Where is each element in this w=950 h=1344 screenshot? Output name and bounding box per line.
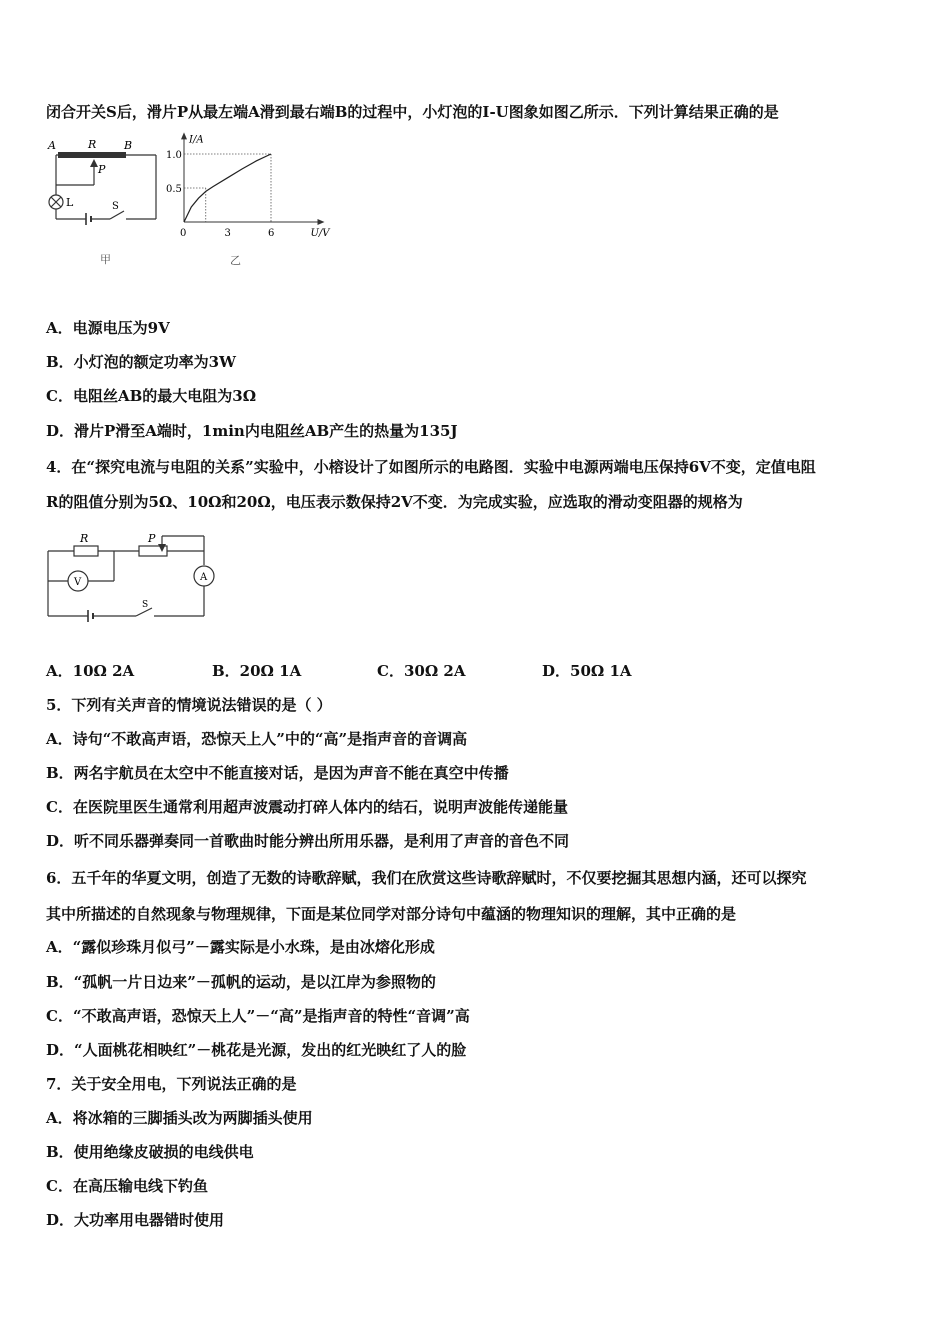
label-a: A xyxy=(48,139,56,152)
q6-option-d: D．“人面桃花相映红”－桃花是光源，发出的红光映红了人的脸 xyxy=(46,1041,467,1059)
q6-stem-line1: 6．五千年的华夏文明，创造了无数的诗歌辞赋，我们在欣赏这些诗歌辞赋时，不仅要挖掘其思想内涵，还可以探究 xyxy=(46,869,807,887)
label-p: P xyxy=(98,163,106,176)
q7-stem: 7．关于安全用电，下列说法正确的是 xyxy=(46,1075,297,1093)
q6-stem-line2: 其中所描述的自然现象与物理规律，下面是某位同学对部分诗句中蕴涵的物理知识的理解，其中正确的是 xyxy=(46,905,737,923)
q7-option-c: C．在高压输电线下钓鱼 xyxy=(46,1177,208,1195)
label-s: S xyxy=(142,600,149,610)
y-axis-label: I/A xyxy=(189,134,204,146)
slider-arrow-icon xyxy=(158,544,166,552)
slider-arrow-icon xyxy=(90,159,98,167)
x-tick-label: 6 xyxy=(268,228,275,239)
y-axis-arrow-icon xyxy=(181,132,187,139)
q3-figure-jia-circuit xyxy=(44,135,164,270)
q3-figure-yi-iu-chart xyxy=(162,130,337,270)
caption-yi: 乙 xyxy=(230,254,241,267)
q4-option-c: C．30Ω 2A xyxy=(377,662,466,680)
label-r: R xyxy=(88,138,97,151)
label-s: S xyxy=(112,201,119,212)
y-tick-label: 0.5 xyxy=(166,184,182,195)
x-tick-label: 3 xyxy=(224,228,231,239)
q3-option-b: B．小灯泡的额定功率为3W xyxy=(46,353,236,371)
label-r: R xyxy=(80,532,89,545)
q7-option-b: B．使用绝缘皮破损的电线供电 xyxy=(46,1143,254,1161)
x-axis-arrow-icon xyxy=(318,219,325,225)
q4-option-b: B．20Ω 1A xyxy=(212,662,302,680)
q5-option-a: A．诗句“不敢高声语，恐惊天上人”中的“高”是指声音的音调高 xyxy=(46,730,468,748)
q4-circuit-diagram xyxy=(44,528,219,628)
label-b: B xyxy=(124,139,133,152)
q5-option-b: B．两名宇航员在太空中不能直接对话，是因为声音不能在真空中传播 xyxy=(46,764,509,782)
x-axis-label: U/V xyxy=(310,228,330,239)
q3-option-d: D．滑片P滑至A端时，1min内电阻丝AB产生的热量为135J xyxy=(46,422,458,440)
q3-stem: 闭合开关S后，滑片P从最左端A滑到最右端B的过程中，小灯泡的I-U图象如图乙所示．下列计算结果正确的是 xyxy=(46,103,779,121)
resistance-wire-ab xyxy=(58,152,126,158)
label-a: A xyxy=(200,572,208,583)
caption-jia: 甲 xyxy=(100,253,111,266)
q5-option-d: D．听不同乐器弹奏同一首歌曲时能分辨出所用乐器，是利用了声音的音色不同 xyxy=(46,832,570,850)
q5-stem: 5．下列有关声音的情境说法错误的是（ ） xyxy=(46,696,332,714)
q6-option-c: C．“不敢高声语，恐惊天上人”－“高”是指声音的特性“音调”高 xyxy=(46,1007,470,1025)
q4-option-d: D．50Ω 1A xyxy=(542,662,632,680)
q6-option-b: B．“孤帆一片日边来”－孤帆的运动，是以江岸为参照物的 xyxy=(46,973,436,991)
q4-options-row xyxy=(46,661,906,681)
q3-option-a: A．电源电压为9V xyxy=(46,319,170,337)
q6-option-a: A．“露似珍珠月似弓”－露实际是小水珠，是由冰熔化形成 xyxy=(46,938,435,956)
q4-stem-line2: R的阻值分别为5Ω、10Ω和20Ω，电压表示数保持2V不变．为完成实验，应选取的滑动变阻器的规格为 xyxy=(46,493,743,511)
q4-option-a: A．10Ω 2A xyxy=(46,662,135,680)
q3-option-c: C．电阻丝AB的最大电阻为3Ω xyxy=(46,387,257,405)
label-p: P xyxy=(148,532,156,545)
label-l: L xyxy=(66,196,74,209)
q7-option-d: D．大功率用电器错时使用 xyxy=(46,1211,225,1229)
q5-option-c: C．在医院里医生通常利用超声波震动打碎人体内的结石，说明声波能传递能量 xyxy=(46,798,568,816)
x-tick-label: 0 xyxy=(180,228,187,239)
q4-stem-line1: 4．在“探究电流与电阻的关系”实验中，小榕设计了如图所示的电路图．实验中电源两端电压保持6V不变，定值电阻 xyxy=(46,458,816,476)
fixed-resistor-r xyxy=(74,546,98,556)
y-tick-label: 1.0 xyxy=(166,150,182,161)
label-v: V xyxy=(74,577,82,588)
q7-option-a: A．将冰箱的三脚插头改为两脚插头使用 xyxy=(46,1109,313,1127)
